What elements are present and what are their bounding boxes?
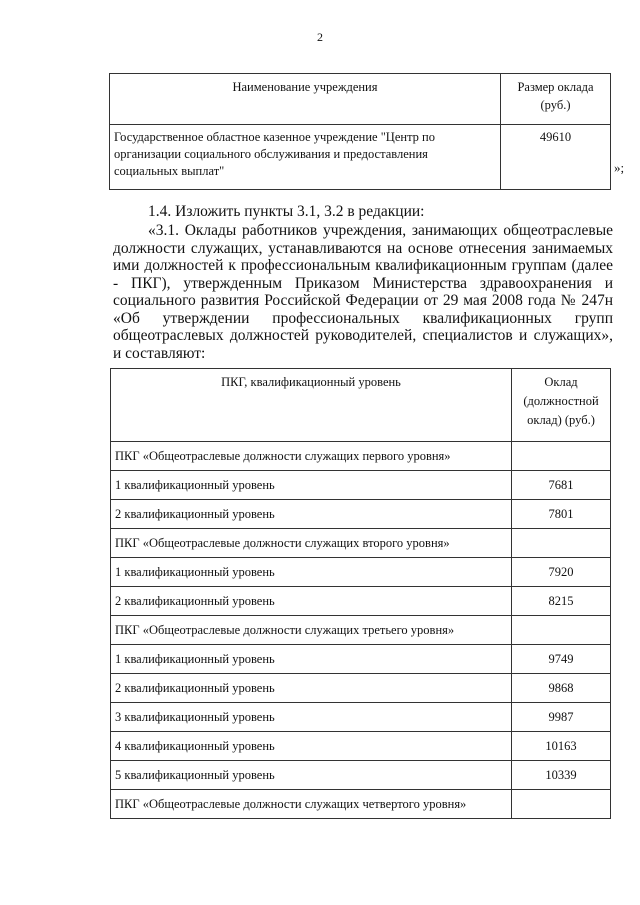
row-name: ПКГ «Общеотраслевые должности служащих четвертого уровня» <box>111 790 512 819</box>
row-name: 2 квалификационный уровень <box>111 674 512 703</box>
row-name: 2 квалификационный уровень <box>111 500 512 529</box>
row-salary: 10163 <box>512 732 611 761</box>
table-row <box>111 529 611 558</box>
institution-name-cell <box>110 125 501 190</box>
header-salary-line2: (руб.) <box>540 98 571 112</box>
table-row <box>111 616 611 645</box>
institution-name-line3: социальных выплат" <box>114 164 225 178</box>
row-name: 2 квалификационный уровень <box>111 587 512 616</box>
header-salary-size <box>501 74 611 125</box>
row-name: 1 квалификационный уровень <box>111 471 512 500</box>
header-salary-line3: оклад) (руб.) <box>527 413 595 427</box>
row-salary: 9868 <box>512 674 611 703</box>
row-name: ПКГ «Общеотраслевые должности служащих третьего уровня» <box>111 616 512 645</box>
header-salary-line1: Оклад <box>544 375 578 389</box>
row-salary: 9749 <box>512 645 611 674</box>
row-salary: 9987 <box>512 703 611 732</box>
table-row <box>111 471 611 500</box>
row-salary: 7920 <box>512 558 611 587</box>
table-row <box>111 732 611 761</box>
paragraph-3-1: «3.1. Оклады работников учреждения, занимающих общеотраслевые должности служащих, устанавливаются на основе отнесения занимаемых ими должностей к профессиональным квалификационным группам (далее - ПКГ), утвержденным Приказом Министерства здравоохранения и социального развития Российской Федерации от 29 мая 2008 года № 247н «Об утверждении профессиональных квалификационных групп общеотраслевых должностей руководителей, специалистов и служащих», и составляют: <box>113 222 613 362</box>
institution-salary-table <box>109 73 611 190</box>
page-number: 2 <box>317 30 323 44</box>
header-salary-line2: (должностной <box>523 394 599 408</box>
table-row <box>111 790 611 819</box>
institution-name-line2: организации социального обслуживания и предоставления <box>114 147 428 161</box>
header-institution-name: Наименование учреждения <box>110 74 501 125</box>
row-salary: 10339 <box>512 761 611 790</box>
table-row <box>111 500 611 529</box>
row-salary <box>512 442 611 471</box>
table-row <box>111 558 611 587</box>
table-row <box>111 761 611 790</box>
table-header-row <box>111 369 611 442</box>
quote-close-mark: »; <box>614 160 625 175</box>
header-salary-line1: Размер оклада <box>517 80 594 94</box>
institution-salary-value: 49610 <box>501 125 611 190</box>
row-name: 1 квалификационный уровень <box>111 558 512 587</box>
row-salary: 7681 <box>512 471 611 500</box>
row-name: ПКГ «Общеотраслевые должности служащих первого уровня» <box>111 442 512 471</box>
institution-name-line1: Государственное областное казенное учреждение "Центр по <box>114 130 435 144</box>
row-salary: 8215 <box>512 587 611 616</box>
header-pkg-level: ПКГ, квалификационный уровень <box>111 369 512 442</box>
table-row <box>111 645 611 674</box>
table-row <box>110 125 611 190</box>
row-name: ПКГ «Общеотраслевые должности служащих второго уровня» <box>111 529 512 558</box>
row-name: 4 квалификационный уровень <box>111 732 512 761</box>
row-salary <box>512 616 611 645</box>
table-row <box>111 442 611 471</box>
row-name: 5 квалификационный уровень <box>111 761 512 790</box>
paragraph-amendment: 1.4. Изложить пункты 3.1, 3.2 в редакции: <box>148 203 425 220</box>
table-row <box>111 674 611 703</box>
row-name: 1 квалификационный уровень <box>111 645 512 674</box>
row-salary <box>512 529 611 558</box>
table-row <box>111 587 611 616</box>
row-salary: 7801 <box>512 500 611 529</box>
header-salary <box>512 369 611 442</box>
table-row <box>111 703 611 732</box>
pkg-salary-table <box>110 368 611 819</box>
table-header-row <box>110 74 611 125</box>
row-salary <box>512 790 611 819</box>
row-name: 3 квалификационный уровень <box>111 703 512 732</box>
